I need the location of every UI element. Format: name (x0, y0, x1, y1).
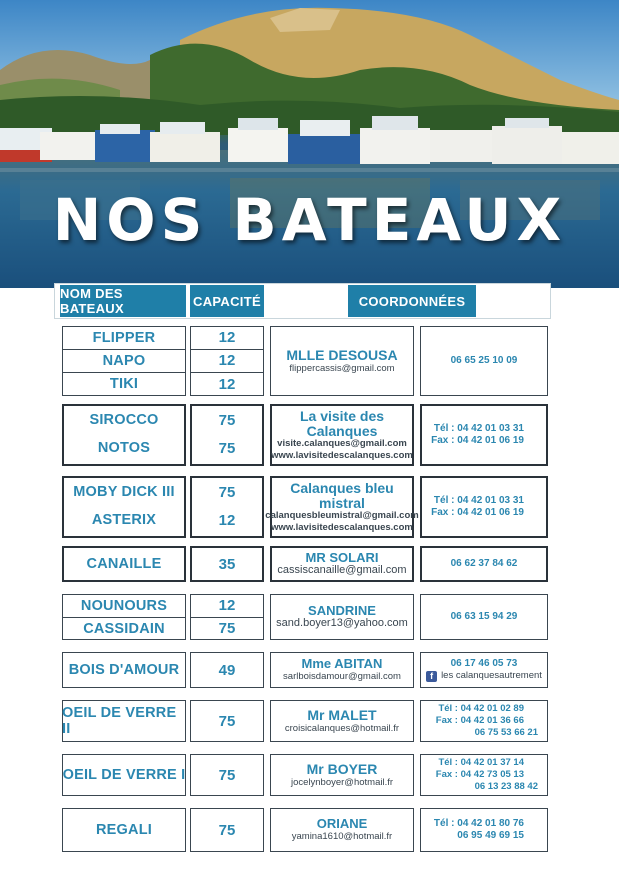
website[interactable]: www.lavisitedescalanques.com (271, 521, 413, 533)
boat-capacity: 75 (218, 821, 236, 839)
phone-info (420, 700, 548, 742)
boat-name: ASTERIX (91, 512, 157, 528)
boat-capacity: 75 (218, 439, 236, 457)
facebook-link[interactable] (426, 670, 542, 682)
facebook-icon: f (426, 671, 437, 682)
boat-name: NAPO (102, 352, 146, 369)
phone-number[interactable]: Tél : 04 42 01 02 89 (438, 703, 524, 715)
boat-name: NOTOS (97, 440, 151, 456)
mobile-number[interactable]: 06 95 49 69 15 (457, 830, 524, 841)
harbour-photo (0, 0, 619, 288)
boat-name: BOIS D'AMOUR (68, 662, 180, 678)
mobile-number[interactable]: 06 13 23 88 42 (474, 780, 538, 792)
phone-number[interactable]: Tél : 04 42 01 03 31 (433, 422, 524, 434)
boat-capacity: 75 (218, 483, 236, 501)
contact-info (270, 594, 414, 640)
phone-info (420, 476, 548, 538)
owner-name: MLLE DESOUSA (286, 346, 398, 363)
owner-name: SANDRINE (308, 602, 376, 618)
boat-capacity: 12 (218, 329, 236, 346)
owner-name: MR SOLARI (305, 549, 379, 565)
boat-capacity: 12 (218, 597, 236, 614)
email[interactable]: flippercassis@gmail.com (289, 362, 395, 374)
owner-name: La visite des Calanques (299, 407, 385, 439)
email[interactable]: sarlboisdamour@gmail.com (283, 671, 401, 683)
contact-info (270, 546, 414, 582)
boat-capacity: 75 (218, 766, 236, 784)
phone-number[interactable]: 06 17 46 05 73 (450, 657, 518, 669)
contact-info (270, 652, 414, 688)
phone-info (420, 546, 548, 582)
boat-name: SIROCCO (89, 412, 159, 428)
fax-number: Fax : 04 42 01 36 66 (435, 715, 524, 727)
boat-name: NOUNOURS (80, 597, 168, 614)
phone-number[interactable]: 06 62 37 84 62 (450, 557, 518, 569)
phone-number[interactable]: Tél : 04 42 01 80 76 (433, 817, 524, 829)
boat-capacity: 12 (218, 352, 236, 369)
contact-info (270, 808, 414, 852)
boat-capacity: 35 (218, 555, 236, 573)
fax-number: Fax : 04 42 01 06 19 (431, 507, 524, 518)
email[interactable]: croisicalanques@hotmail.fr (284, 722, 400, 734)
phone-info (420, 404, 548, 466)
phone-info (420, 594, 548, 640)
page-title: NOS BATEAUX (52, 186, 567, 254)
email[interactable]: yamina1610@hotmail.fr (291, 831, 393, 843)
boat-capacity: 75 (218, 712, 236, 730)
boat-name: FLIPPER (92, 329, 156, 346)
boat-capacity: 75 (218, 620, 236, 637)
contact-info (270, 404, 414, 466)
owner-name: Calanques bleu mistral (290, 479, 394, 511)
website[interactable]: www.lavisitedescalanques.com (271, 449, 413, 461)
contact-info (270, 754, 414, 796)
email[interactable]: jocelynboyer@hotmail.fr (290, 776, 394, 788)
mobile-number[interactable]: 06 75 53 66 21 (474, 726, 538, 738)
owner-name: ORIANE (316, 816, 368, 832)
owner-name: Mr MALET (307, 706, 377, 723)
boat-name: TIKI (109, 376, 139, 392)
boat-name: CANAILLE (86, 556, 162, 572)
phone-number[interactable]: 06 63 15 94 29 (450, 610, 518, 622)
owner-name: Mme ABITAN (301, 656, 383, 672)
fax-number: Fax : 04 42 73 05 13 (435, 769, 524, 781)
boat-name: CASSIDAIN (83, 620, 165, 637)
fax-number: Fax : 04 42 01 06 19 (431, 435, 524, 446)
phone-info (420, 754, 548, 796)
boat-capacity: 75 (218, 411, 236, 429)
email[interactable]: visite.calanques@gmail.com (277, 438, 407, 450)
email[interactable]: sand.boyer13@yahoo.com (276, 617, 408, 630)
phone-info (420, 326, 548, 396)
boat-capacity: 12 (218, 511, 236, 529)
contact-info (270, 326, 414, 396)
phone-number[interactable]: Tél : 04 42 01 03 31 (433, 494, 524, 506)
phone-number[interactable]: Tél : 04 42 01 37 14 (438, 757, 524, 769)
boat-name: OEIL DE VERRE II (62, 705, 177, 737)
boat-capacity: 49 (218, 661, 236, 679)
boat-name: REGALI (96, 822, 152, 838)
email[interactable]: calanquesbleumistral@gmail.com (265, 510, 419, 522)
header-boat-name: NOM DES BATEAUX (60, 285, 186, 317)
boat-name: OEIL DE VERRE I (62, 767, 186, 783)
contact-info (265, 476, 419, 538)
contact-info (270, 700, 414, 742)
email[interactable]: cassiscanaille@gmail.com (277, 564, 407, 577)
phone-number[interactable]: 06 65 25 10 09 (450, 354, 518, 366)
phone-info (420, 808, 548, 852)
header-capacity: CAPACITÉ (190, 285, 264, 317)
facebook-page: les calanquesautrement (441, 670, 542, 682)
header-contact: COORDONNÉES (348, 285, 476, 317)
owner-name: Mr BOYER (306, 760, 378, 777)
boat-name: MOBY DICK III (73, 484, 175, 500)
boat-capacity: 12 (218, 375, 236, 393)
phone-info (420, 652, 548, 688)
